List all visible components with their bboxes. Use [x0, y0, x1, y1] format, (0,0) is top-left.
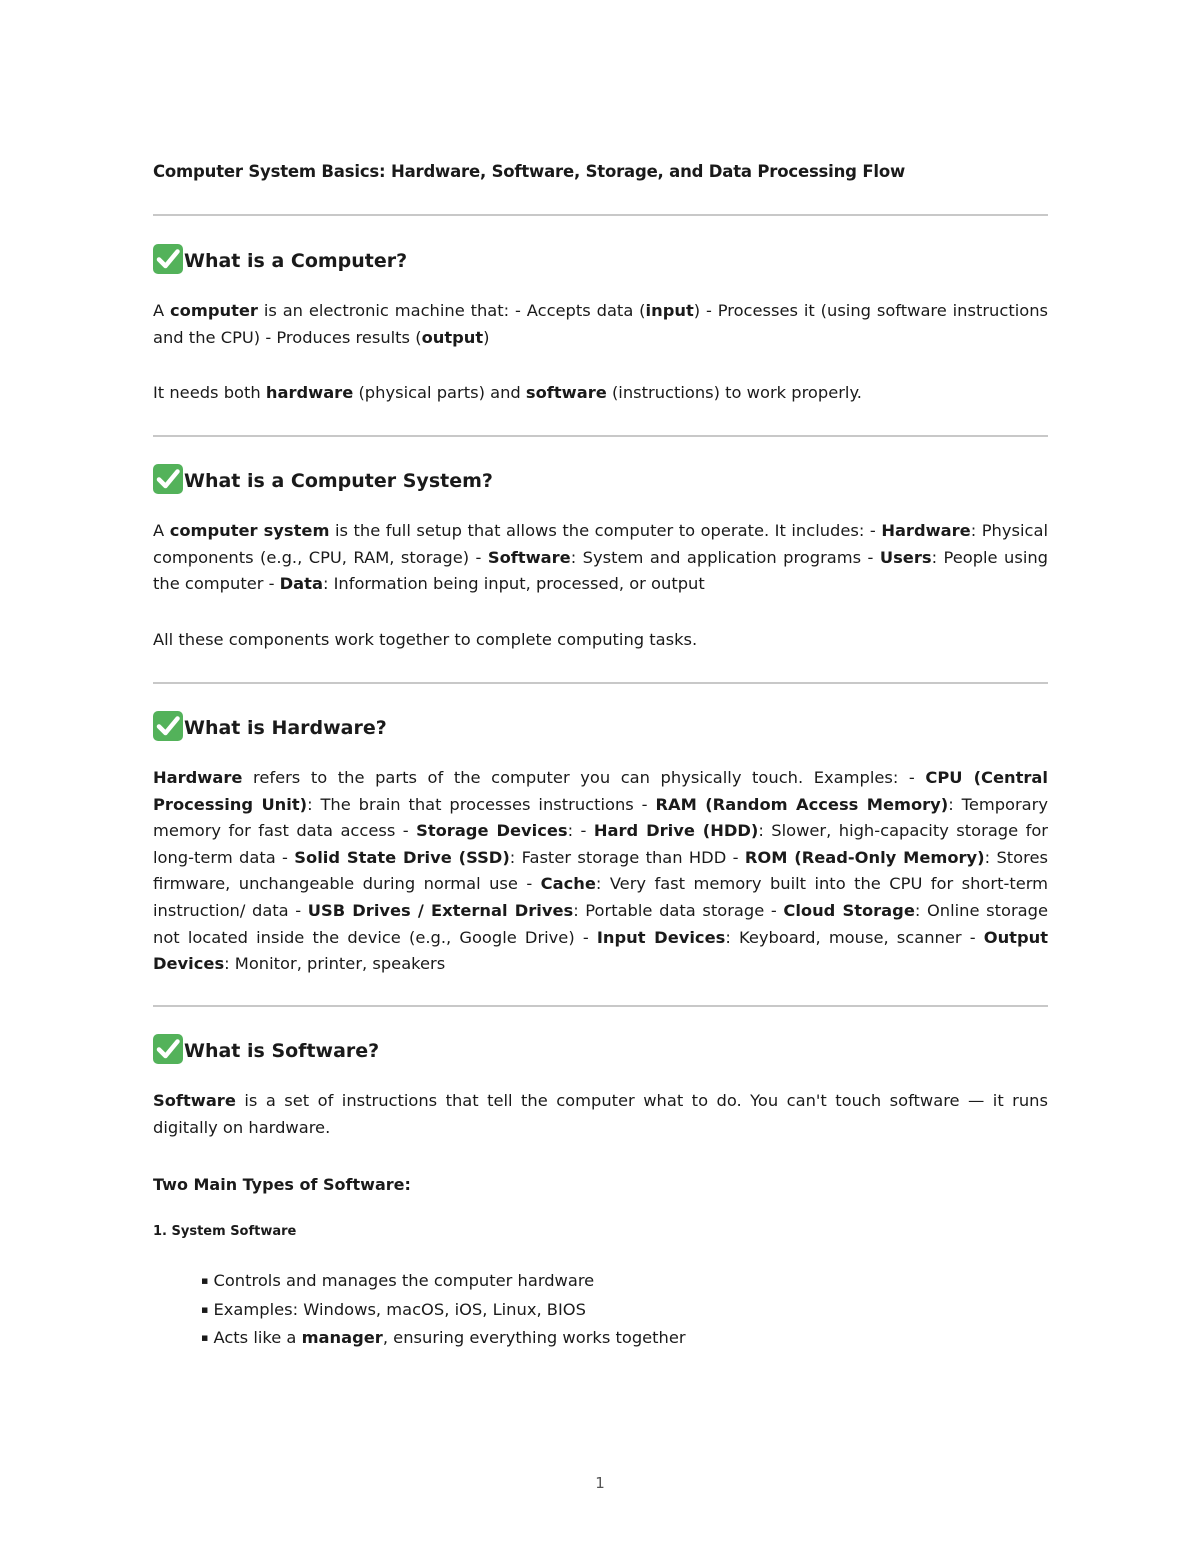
section-heading-hardware: [153, 713, 387, 743]
page-number: 1: [595, 1474, 605, 1492]
computer-system-summary: All these components work together to complete computing tasks.: [153, 630, 698, 649]
check-mark-icon: [153, 244, 183, 274]
section-heading-computer: [153, 246, 407, 276]
list-item: ▪ Controls and manages the computer hardware: [201, 1268, 686, 1297]
section-heading-text: What is a Computer System?: [184, 470, 493, 492]
horizontal-rule: [153, 682, 1048, 684]
section-heading-software: [153, 1036, 379, 1066]
system-software-heading: 1. System Software: [153, 1224, 297, 1239]
check-mark-icon: [153, 464, 183, 494]
software-paragraph: Software is a set of instructions that tell the computer what to do. You can't touch software — it runs digitally on hardware.: [153, 1091, 1048, 1137]
computer-needs-paragraph: It needs both hardware (physical parts) and software (instructions) to work properly.: [153, 383, 862, 402]
system-software-list: [201, 1268, 686, 1354]
horizontal-rule: [153, 1005, 1048, 1007]
section-heading-text: What is Hardware?: [184, 717, 387, 739]
list-item: ▪ Acts like a manager, ensuring everything works together: [201, 1325, 686, 1354]
computer-definition-paragraph: A computer is an electronic machine that: - Accepts data (input) - Processes it (using software instructions and the CPU) - Produces results (output): [153, 301, 1048, 347]
list-item: ▪ Examples: Windows, macOS, iOS, Linux, BIOS: [201, 1297, 686, 1326]
section-heading-computer-system: [153, 466, 493, 496]
horizontal-rule: [153, 435, 1048, 437]
check-mark-icon: [153, 711, 183, 741]
horizontal-rule: [153, 214, 1048, 216]
section-heading-text: What is Software?: [184, 1040, 380, 1062]
computer-system-paragraph: A computer system is the full setup that allows the computer to operate. It includes: - Hardware: Physical components (e.g., CPU, RAM, storage) - Software: System and application programs - Users: People using the computer - Data: Information being input, processed, or output: [153, 521, 1048, 594]
hardware-paragraph: Hardware refers to the parts of the computer you can physically touch. Examples: - CPU (Central Processing Unit): The brain that processes instructions - RAM (Random Access Memory): Temporary memory for fast data access - Storage Devices: - Hard Drive (HDD): Slower, high-capacity storage for long-term data - Solid State Drive (SSD): Faster storage than HDD - ROM (Read-Only Memory): Stores firmware, unchangeable during normal use - Cache: Very fast memory built into the CPU for short-term instruction/ data - USB Drives / External Drives: Portable data storage - Cloud Storage: Online storage not located inside the device (e.g., Google Drive) - Input Devices: Keyboard, mouse, scanner - Output Devices: Monitor, printer, speakers: [153, 768, 1049, 974]
section-heading-text: What is a Computer?: [184, 250, 408, 272]
software-types-heading: Two Main Types of Software:: [153, 1175, 411, 1194]
document-title: Computer System Basics: Hardware, Software, Storage, and Data Processing Flow: [153, 162, 906, 181]
check-mark-icon: [153, 1034, 183, 1064]
